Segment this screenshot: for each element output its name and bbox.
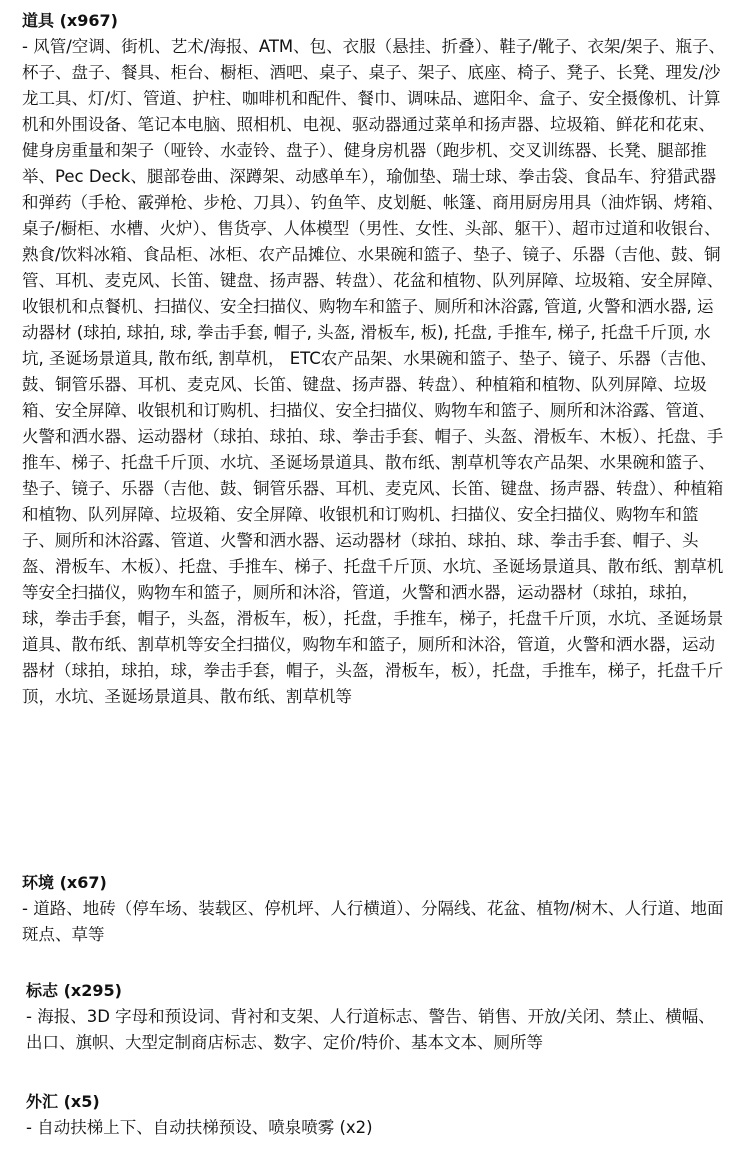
section-signs: [26, 980, 728, 1056]
section-props: [22, 10, 728, 710]
section-fx: [26, 1091, 728, 1141]
section-environment: [22, 872, 728, 948]
section-heading-fx: 外汇 (x5): [26, 1092, 100, 1111]
section-body-fx: - 自动扶梯上下、自动扶梯预设、喷泉喷雾 (x2): [26, 1118, 373, 1137]
section-body-props: - 风管/空调、街机、艺术/海报、ATM、包、衣服（悬挂、折叠）、鞋子/靴子、衣架/架子、瓶子、杯子、盘子、餐具、柜台、橱柜、酒吧、桌子、桌子、架子、底座、椅子、凳子、长凳、理发/沙龙工具、灯/灯、管道、护柱、咖啡机和配件、餐巾、调味品、遮阳伞、盒子、安全摄像机、计算机和外围设备、笔记本电脑、照相机、电视、驱动器通过菜单和扬声器、垃圾箱、鲜花和花束、健身房重量和架子（哑铃、水壶铃、盘子）、健身房机器（跑步机、交叉训练器、长凳、腿部推举、Pec Deck、腿部卷曲、深蹲架、动感单车），瑜伽垫、瑞士球、拳击袋、食品车、狩猎武器和弹药（手枪、霰弹枪、步枪、刀具）、钓鱼竿、皮划艇、帐篷、商用厨房用具（油炸锅、烤箱、桌子/橱柜、水槽、火炉）、售货亭、人体模型（男性、女性、头部、躯干）、超市过道和收银台、熟食/饮料冰箱、食品柜、冰柜、农产品摊位、水果碗和篮子、垫子、镜子、乐器（吉他、鼓、铜管、耳机、麦克风、长笛、键盘、扬声器、转盘）、花盆和植物、队列屏障、垃圾箱、安全屏障、收银机和点餐机、扫描仪、安全扫描仪、购物车和篮子、厕所和沐浴露, 管道, 火警和洒水器, 运动器材 (球拍, 球拍, 球, 拳击手套, 帽子, 头盔, 滑板车, 板), 托盘, 手推车, 梯子, 托盘千斤顶, 水坑, 圣诞场景道具, 散布纸, 割草机， ETC农产品架、水果碗和篮子、垫子、镜子、乐器（吉他、鼓、铜管乐器、耳机、麦克风、长笛、键盘、扬声器、转盘）、种植箱和植物、队列屏障、垃圾箱、安全屏障、收银机和订购机、扫描仪、安全扫描仪、购物车和篮子、厕所和沐浴露、管道、火警和洒水器、运动器材（球拍、球拍、球、拳击手套、帽子、头盔、滑板车、木板）、托盘、手推车、梯子、托盘千斤顶、水坑、圣诞场景道具、散布纸、割草机等农产品架、水果碗和篮子、垫子、镜子、乐器（吉他、鼓、铜管乐器、耳机、麦克风、长笛、键盘、扬声器、转盘）、种植箱和植物、队列屏障、垃圾箱、安全屏障、收银机和订购机、扫描仪、安全扫描仪、购物车和篮子、厕所和沐浴露、管道、火警和洒水器、运动器材（球拍、球拍、球、拳击手套、帽子、头盔、滑板车、木板）、托盘、手推车、梯子、托盘千斤顶、水坑、圣诞场景道具、散布纸、割草机等安全扫描仪，购物车和篮子，厕所和沐浴，管道，火警和洒水器，运动器材（球拍，球拍，球，拳击手套，帽子，头盔，滑板车，板），托盘，手推车，梯子，托盘千斤顶，水坑、圣诞场景道具、散布纸、割草机等安全扫描仪，购物车和篮子，厕所和沐浴，管道，火警和洒水器，运动器材（球拍，球拍，球，拳击手套，帽子，头盔，滑板车，板），托盘，手推车，梯子，托盘千斤顶，水坑、圣诞场景道具、散布纸、割草机等: [22, 37, 726, 706]
section-body-signs: - 海报、3D 字母和预设词、背衬和支架、人行道标志、警告、销售、开放/关闭、禁止、横幅、出口、旗帜、大型定制商店标志、数字、定价/特价、基本文本、厕所等: [26, 1007, 715, 1052]
section-body-environment: - 道路、地砖（停车场、装载区、停机坪、人行横道）、分隔线、花盆、植物/树木、人行道、地面斑点、草等: [22, 899, 724, 944]
section-heading-signs: 标志 (x295): [26, 981, 122, 1000]
section-heading-environment: 环境 (x67): [22, 873, 107, 892]
section-heading-props: 道具 (x967): [22, 11, 118, 30]
